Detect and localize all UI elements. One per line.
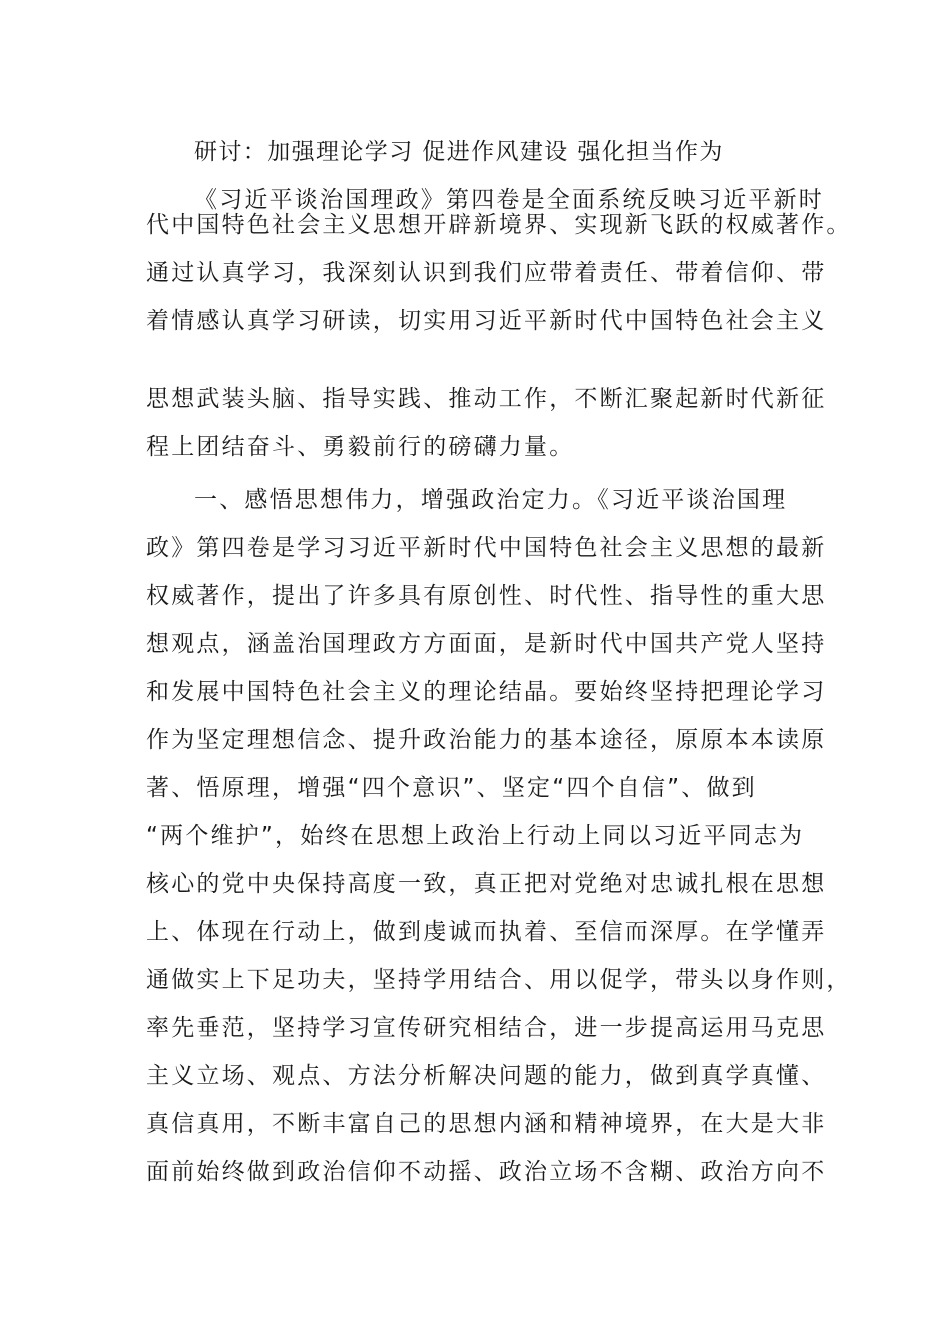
paragraph-line: 和发展中国特色社会主义的理论结晶。要始终坚持把理论学习 — [146, 679, 827, 705]
paragraph-line: 主义立场、观点、方法分析解决问题的能力，做到真学真懂、 — [146, 1063, 827, 1089]
document-title: 研讨：加强理论学习 促进作风建设 强化担当作为 — [194, 139, 724, 165]
paragraph-line: 作为坚定理想信念、提升政治能力的基本途径，原原本本读原 — [146, 727, 827, 753]
paragraph-line: 程上团结奋斗、勇毅前行的磅礴力量。 — [146, 434, 575, 460]
paragraph-line: 思想武装头脑、指导实践、推动工作，不断汇聚起新时代新征 — [146, 386, 827, 412]
paragraph-line: 通过认真学习，我深刻认识到我们应带着责任、带着信仰、带 — [146, 260, 827, 286]
paragraph-line: 面前始终做到政治信仰不动摇、政治立场不含糊、政治方向不 — [146, 1159, 827, 1185]
paragraph-line: 代中国特色社会主义思想开辟新境界、实现新飞跃的权威著作。 — [146, 212, 852, 238]
paragraph-line: 著、悟原理，增强“四个意识”、坚定“四个自信”、做到 — [146, 775, 757, 801]
paragraph-line: 权威著作，提出了许多具有原创性、时代性、指导性的重大思 — [146, 583, 827, 609]
paragraph-line: 核心的党中央保持高度一致，真正把对党绝对忠诚扎根在思想 — [146, 871, 827, 897]
paragraph-line: 上、体现在行动上，做到虔诚而执着、至信而深厚。在学懂弄 — [146, 919, 827, 945]
paragraph-line: 想观点，涵盖治国理政方方面面，是新时代中国共产党人坚持 — [146, 631, 827, 657]
paragraph-line: 一、感悟思想伟力，增强政治定力。《习近平谈治国理 — [194, 487, 788, 513]
paragraph-line: 通做实上下足功夫，坚持学用结合、用以促学，带头以身作则， — [146, 967, 852, 993]
paragraph-line: 着情感认真学习研读，切实用习近平新时代中国特色社会主义 — [146, 308, 827, 334]
paragraph-line: “两个维护”，始终在思想上政治上行动上同以习近平同志为 — [146, 823, 805, 849]
paragraph-line: 政》第四卷是学习习近平新时代中国特色社会主义思想的最新 — [146, 535, 827, 561]
paragraph-line: 真信真用，不断丰富自己的思想内涵和精神境界，在大是大非 — [146, 1111, 827, 1137]
paragraph-line: 率先垂范，坚持学习宣传研究相结合，进一步提高运用马克思 — [146, 1015, 827, 1041]
paragraph-line: 《习近平谈治国理政》第四卷是全面系统反映习近平新时 — [194, 187, 824, 213]
